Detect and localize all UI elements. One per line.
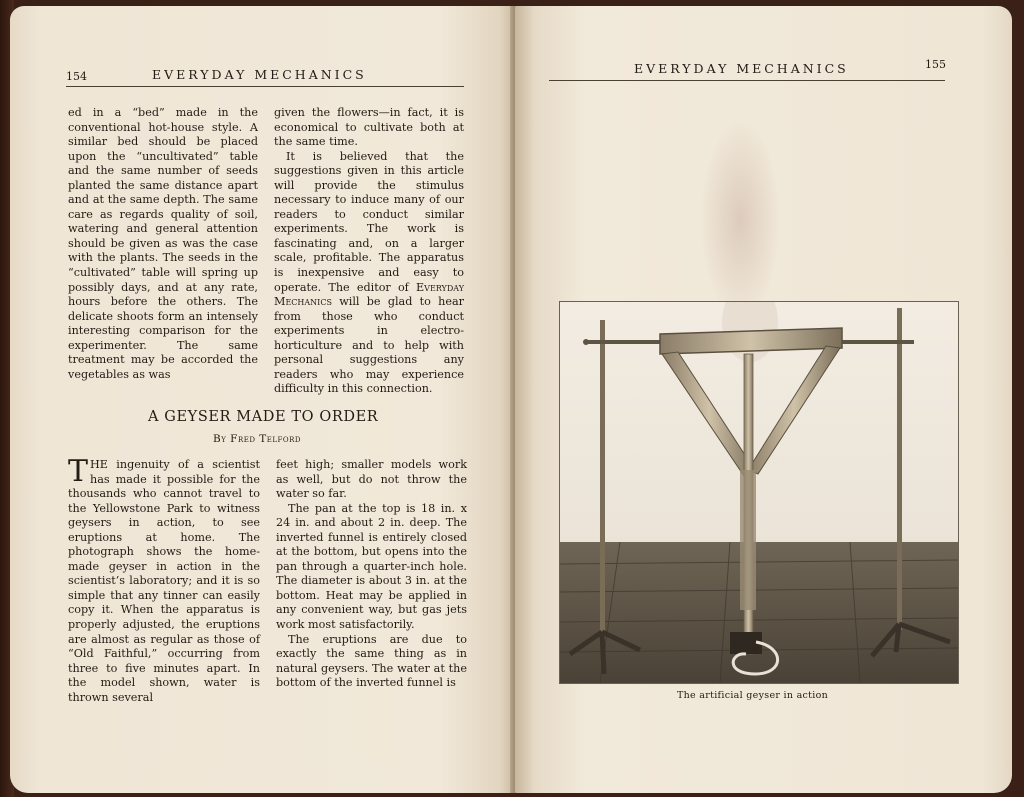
right-header-rule	[549, 80, 945, 81]
drop-cap: T	[68, 454, 89, 489]
left-col1-upper	[68, 106, 258, 382]
left-page-number: 154	[66, 70, 87, 83]
steam-stain	[700, 120, 780, 320]
right-page-number: 155	[925, 58, 946, 71]
magazine-name: Everyday Mechanics	[274, 280, 464, 309]
paragraph: ed in a “bed” made in the conventional hot-house style. A similar bed should be placed upon the “uncultivated” table and the same number of seeds planted the same distance apart and at the same depth. The same care as regards quality of soil, watering and general attention should be given as was the case with the plants. The seeds in the “cultivated” table will spring up possibly days, and at any rate, hours before the others. The delicate shoots form an intensely interesting comparison for the experimenter. The same treatment may be accorded the vegetables as was	[68, 106, 258, 381]
article-byline: By Fred Telford	[213, 433, 302, 445]
article-col2	[276, 458, 467, 691]
left-col2-upper	[274, 106, 464, 397]
right-running-head: EVERYDAY MECHANICS	[634, 61, 849, 76]
left-header-rule	[66, 86, 464, 87]
article-title: A GEYSER MADE TO ORDER	[148, 409, 379, 425]
paragraph	[68, 454, 260, 705]
paragraph: feet high; smaller models work as well, but do not throw the water so far.	[276, 458, 467, 501]
text-run: It is believed that the suggestions given in this article will provide the stimulus necessary to induce many of our readers to conduct similar experiments. The work is fascinating and, on a larger scale, profitable. The apparatus is inexpensive and easy to operate. The editor of	[274, 149, 464, 294]
text-run: HE ingenuity of a scientist has made it possible for the thousands who cannot travel to the Yellowstone Park to witness geysers in action, to see eruptions at home. The photograph shows the home-made geyser in action in the scientist’s laboratory; and it is so simple that any tinner can easily copy it. When the apparatus is properly adjusted, the eruptions are almost as regular as those of “Old Faithful,” occurring from three to five minutes apart. In the model shown, water is thrown several	[68, 458, 260, 704]
text-run: will be glad to hear from those who conduct experiments in electro-horticulture and to help with personal suggestions any readers who may experience difficulty in this connection.	[274, 295, 464, 396]
paragraph: The pan at the top is 18 in. x 24 in. and about 2 in. deep. The inverted funnel is entirely closed at the bottom, but opens into the pan through a quarter-inch hole. The diameter is about 3 in. at the bottom. Heat may be applied in any convenient way, but gas jets work most satisfactorily.	[276, 501, 467, 632]
paragraph: The eruptions are due to exactly the same thing as in natural geysers. The water at the bottom of the inverted funnel is	[276, 632, 467, 690]
paragraph	[274, 150, 464, 397]
photo-caption: The artificial geyser in action	[677, 690, 829, 701]
left-running-head: EVERYDAY MECHANICS	[152, 67, 367, 82]
geyser-apparatus-photo	[559, 301, 959, 684]
paragraph: given the flowers—in fact, it is economical to cultivate both at the same time.	[274, 106, 464, 149]
article-col1	[68, 454, 260, 705]
